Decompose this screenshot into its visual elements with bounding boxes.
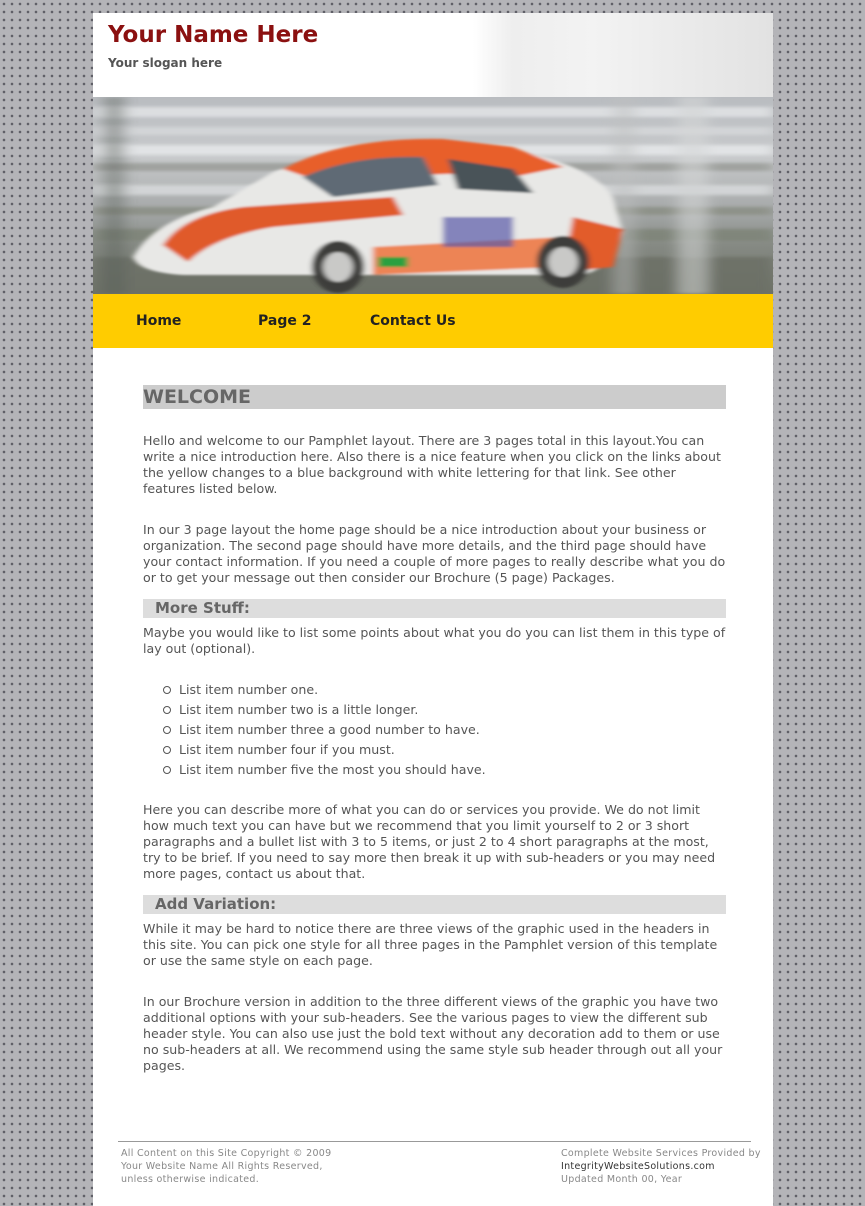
main-navigation [93, 294, 773, 348]
bullet-circle-icon [163, 766, 171, 774]
nav-contact-link[interactable]: Contact Us [370, 313, 456, 329]
footer-credits: Complete Website Services Provided by IntegrityWebsiteSolutions.com Updated Month 00, Year [561, 1148, 761, 1185]
add-variation-heading: Add Variation: [143, 895, 726, 914]
bullet-circle-icon [163, 686, 171, 694]
add-variation-paragraph-2: In our Brochure version in addition to the three different views of the graphic you have two additional options with your sub-headers. See the various pages to view the different sub header style. You can also use just the bold text without any decoration add to them or use no sub-headers at all. We recommend using the same style sub header through out all your pages. [143, 994, 723, 1073]
bullet-circle-icon [163, 726, 171, 734]
footer-copyright: All Content on this Site Copyright © 2009 Your Website Name All Rights Reserved, unless otherwise indicated. [121, 1148, 332, 1185]
footer-divider [118, 1141, 751, 1142]
header-banner-image [93, 97, 773, 294]
intro-paragraph-1: Hello and welcome to our Pamphlet layout. There are 3 pages total in this layout.You can write a nice introduction here. Also there is a nice feature when you click on the links about the yellow changes to a blue background with white lettering for that link. See other features listed below. [143, 433, 721, 496]
nav-page2-link[interactable]: Page 2 [258, 313, 312, 329]
welcome-heading: WELCOME [143, 385, 726, 409]
page-container [93, 13, 773, 1206]
list-item: List item number two is a little longer. [163, 700, 726, 720]
bullet-circle-icon [163, 706, 171, 714]
more-stuff-outro: Here you can describe more of what you can do or services you provide. We do not limit how much text you can have but we recommend that you limit yourself to 2 or 3 short paragraphs and a bullet list with 3 to 5 items, or just 2 to 4 short paragraphs at the most, try to be brief. If you need to say more then break it up with sub-headers or you may need more pages, contact us about that. [143, 802, 716, 881]
list-item: List item number one. [163, 680, 726, 700]
site-title: Your Name Here [108, 22, 319, 48]
nav-home-link[interactable]: Home [136, 313, 182, 329]
more-stuff-heading: More Stuff: [143, 599, 726, 618]
main-content [143, 385, 726, 1074]
intro-paragraph-2: In our 3 page layout the home page should be a nice introduction about your business or organization. The second page should have more details, and the third page should have your contact information. If you need a couple of more pages to really describe what you do or to get your message out then consider our Brochure (5 page) Packages. [143, 522, 726, 585]
bullet-circle-icon [163, 746, 171, 754]
feature-list [143, 680, 726, 780]
race-car-image [93, 97, 773, 294]
more-stuff-intro: Maybe you would like to list some points about what you do you can list them in this type of lay out (optional). [143, 625, 726, 656]
site-slogan: Your slogan here [108, 56, 223, 70]
site-header [93, 13, 773, 97]
list-item: List item number three a good number to have. [163, 720, 726, 740]
add-variation-paragraph-1: While it may be hard to notice there are three views of the graphic used in the headers in this site. You can pick one style for all three pages in the Pamphlet version of this template or use the same style on each page. [143, 921, 718, 968]
list-item: List item number five the most you should have. [163, 760, 726, 780]
list-item: List item number four if you must. [163, 740, 726, 760]
footer-company-link[interactable]: IntegrityWebsiteSolutions.com [561, 1161, 715, 1172]
